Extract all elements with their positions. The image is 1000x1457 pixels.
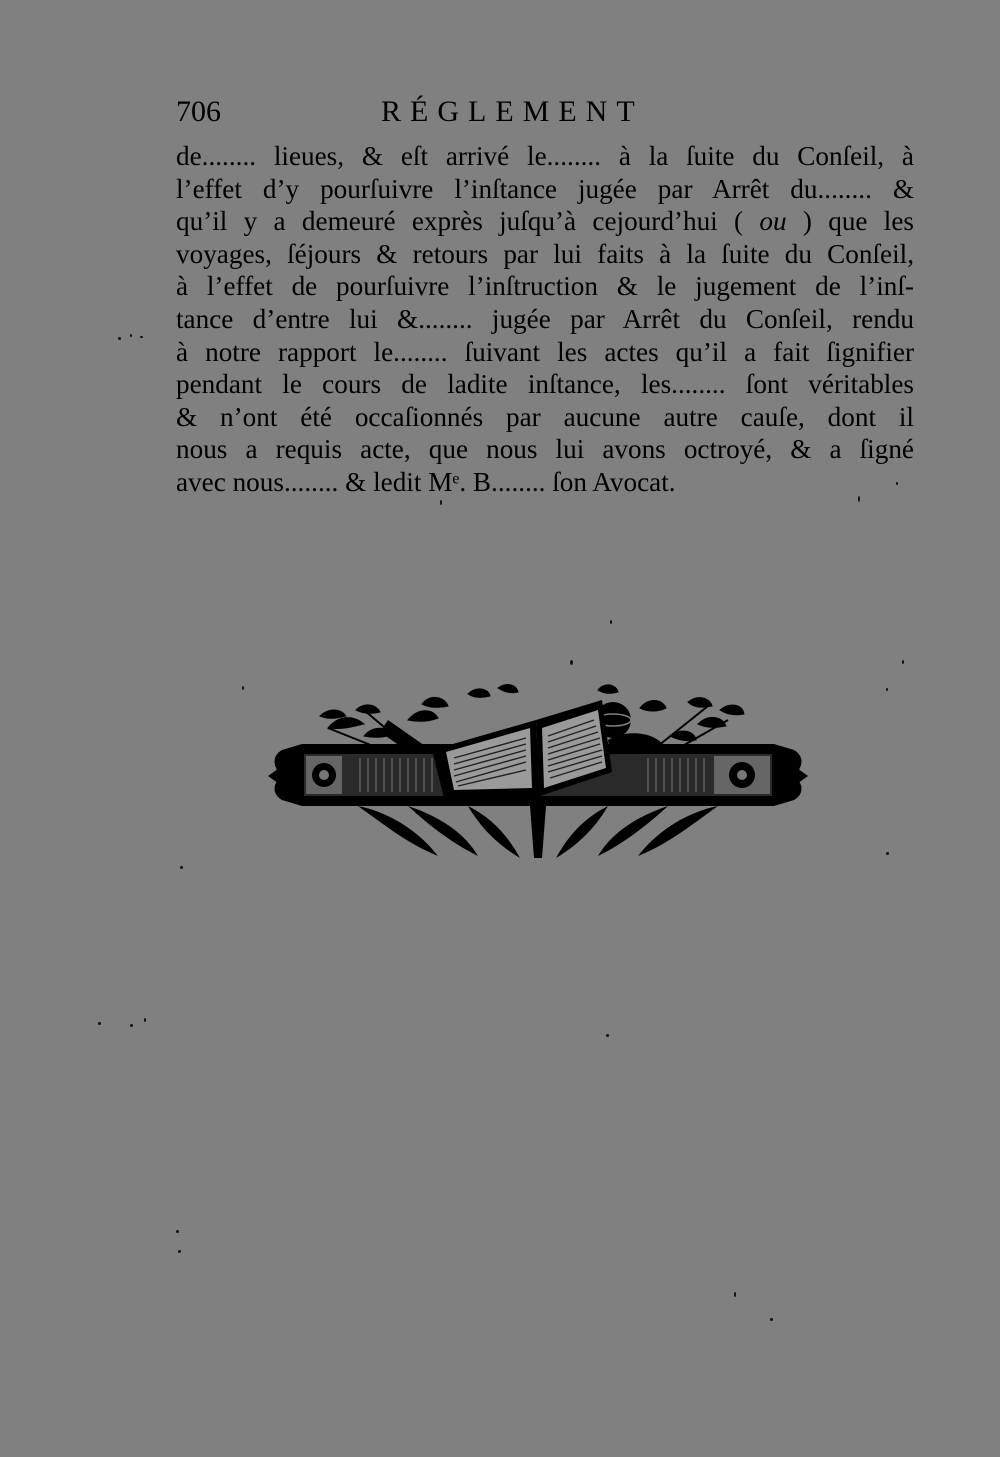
scan-speck <box>98 1022 101 1025</box>
body-paragraph <box>176 140 914 499</box>
scan-speck <box>176 1230 179 1233</box>
scan-speck <box>886 688 888 691</box>
text-line: qu’il y a demeuré exprès juſqu’à cejourd’hui ( ou ) que les <box>176 206 915 237</box>
text-line: à notre rapport le........ ſuivant les actes qu’il a fait ſignifier <box>176 336 914 367</box>
scan-speck <box>570 660 573 665</box>
scan-speck <box>886 852 889 855</box>
text-line: nous a requis acte, que nous lui avons octroyé, & a ſigné <box>176 434 914 465</box>
scan-speck <box>178 1250 181 1253</box>
running-title: RÉGLEMENT <box>381 95 644 128</box>
text-line: à l’effet de pourſuivre l’inſtruction & le jugement de l’inſ- <box>176 271 914 302</box>
scan-speck <box>130 1024 133 1027</box>
scan-speck <box>118 337 121 340</box>
text-line: avec nous........ & ledit Mᵉ. B........ ſon Avocat. <box>176 466 676 497</box>
text-line: tance d’entre lui &........ jugée par Arrêt du Conſeil, rendu <box>176 303 914 334</box>
text-line: de........ lieues, & eſt arrivé le........ à la ſuite du Conſeil, à <box>176 141 914 171</box>
text-line: & n’ont été occaſionnés par aucune autre cauſe, dont il <box>176 401 914 432</box>
scan-speck <box>144 1018 146 1022</box>
scan-speck <box>858 496 860 502</box>
scan-speck <box>180 866 183 869</box>
italic-word: ou <box>759 206 787 237</box>
book-vignette-ornament <box>268 680 808 860</box>
scan-speck <box>140 336 143 338</box>
scan-speck <box>734 1292 736 1297</box>
scan-speck <box>770 1318 773 1321</box>
scan-speck <box>606 1034 609 1037</box>
text-line: voyages, ſéjours & retours par lui faits à la ſuite du Conſeil, <box>176 238 914 269</box>
scan-speck <box>896 482 898 485</box>
page-header <box>176 92 916 132</box>
scan-speck <box>130 334 132 337</box>
scan-speck <box>902 660 904 664</box>
scan-speck <box>242 686 244 690</box>
page-number: 706 <box>176 95 221 128</box>
scan-speck <box>440 500 442 505</box>
scan-speck <box>610 620 612 624</box>
text-line: pendant le cours de ladite inſtance, les........ ſont véritables <box>176 369 914 400</box>
text-line: l’effet d’y pourſuivre l’inſtance jugée par Arrêt du........ & <box>176 173 914 204</box>
